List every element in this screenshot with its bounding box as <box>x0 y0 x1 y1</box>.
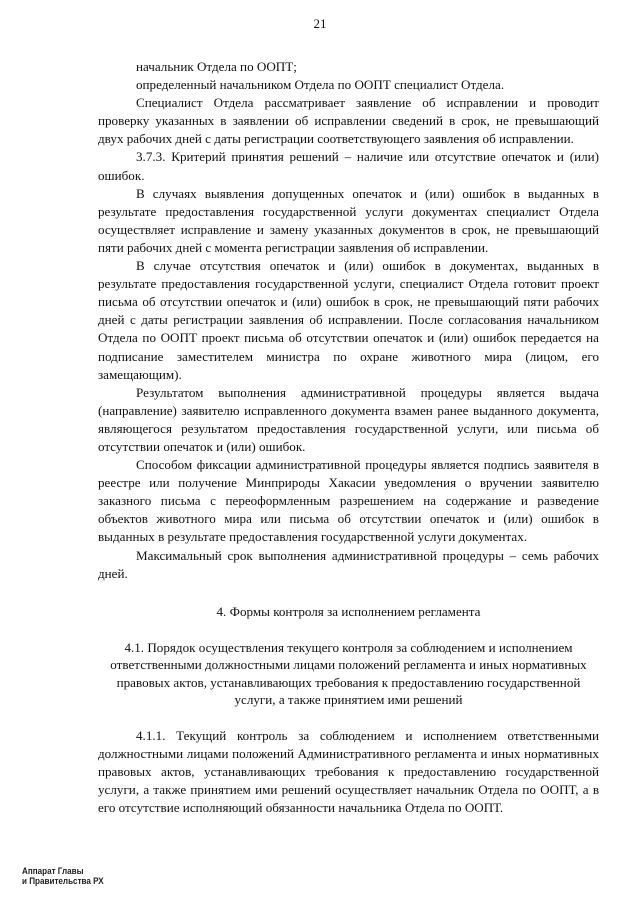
paragraph: начальник Отдела по ООПТ; <box>136 59 297 74</box>
paragraph: Результатом выполнения административной процедуры является выдача (направление) заявителю исправленного документа взамен ранее выданного документа, являющегося результатом предоставления государственной услуги, или письма об отсутствии опечаток и (или) ошибок. <box>98 384 599 454</box>
paragraph: В случаях выявления допущенных опечаток и (или) ошибок в выданных в результате предоставления государственной услуги документах специалист Отдела осуществляет исправление и замену указанных документов в срок, не превышающий пяти рабочих дней с момента регистрации заявления об исправлении. <box>98 185 599 255</box>
document-body <box>98 58 599 817</box>
paragraph: определенный начальником Отдела по ООПТ специалист Отдела. <box>136 77 505 93</box>
paragraph: Максимальный срок выполнения административной процедуры – семь рабочих дней. <box>98 547 599 581</box>
page-number: 21 <box>313 16 327 31</box>
stamp-line: Аппарат Главы <box>22 866 84 876</box>
paragraph: Способом фиксации административной процедуры является подпись заявителя в реестре или получение Минприроды Хакасии уведомления о вручении заявителю заказного письма с переоформленным разрешением на содержание и разведение объектов животного мира или письма об отсутствии опечаток и (или) ошибок в выданных в результате предоставления государственной услуги документах. <box>98 457 599 545</box>
paragraph: В случае отсутствия опечаток и (или) ошибок в документах, выданных в результате предоставления государственной услуги, специалист Отдела готовит проект письма об отсутствии опечаток и (или) ошибок в срок, не превышающий пяти рабочих дней с даты регистрации заявления об исправлении. После согласования начальником Отдела по ООПТ проект письма об отсутствии опечаток и (или) ошибок передается на подписание заместителем министра по охране животного мира (лицом, его замещающим). <box>98 258 599 382</box>
stamp-line: и Правительства РХ <box>22 876 104 886</box>
office-stamp <box>22 866 104 886</box>
subsection-heading: 4.1. Порядок осуществления текущего контроля за соблюдением и исполнением ответственными должностными лицами положений регламента и иных нормативных правовых актов, устанавливающих требования к предоставлению государственной услуги, а также принятием ими решений <box>110 639 587 708</box>
paragraph: 3.7.3. Критерий принятия решений – наличие или отсутствие опечаток и (или) ошибок. <box>98 149 599 183</box>
paragraph: Специалист Отдела рассматривает заявление об исправлении и проводит проверку указанных в заявлении об исправлении сведений в срок, не превышающий двух рабочих дней с даты регистрации соответствующего заявления об исправлении. <box>98 95 599 147</box>
clause-4-1-1: 4.1.1. Текущий контроль за соблюдением и исполнением ответственными должностными лицами положений Административного регламента и иных нормативных правовых актов, устанавливающих требования к предоставлению государственной услуги, а также принятием ими решений осуществляет начальник Отдела по ООПТ, а в его отсутствие исполняющий обязанности начальника Отдела по ООПТ. <box>98 727 599 816</box>
section-heading: 4. Формы контроля за исполнением регламента <box>216 603 481 619</box>
